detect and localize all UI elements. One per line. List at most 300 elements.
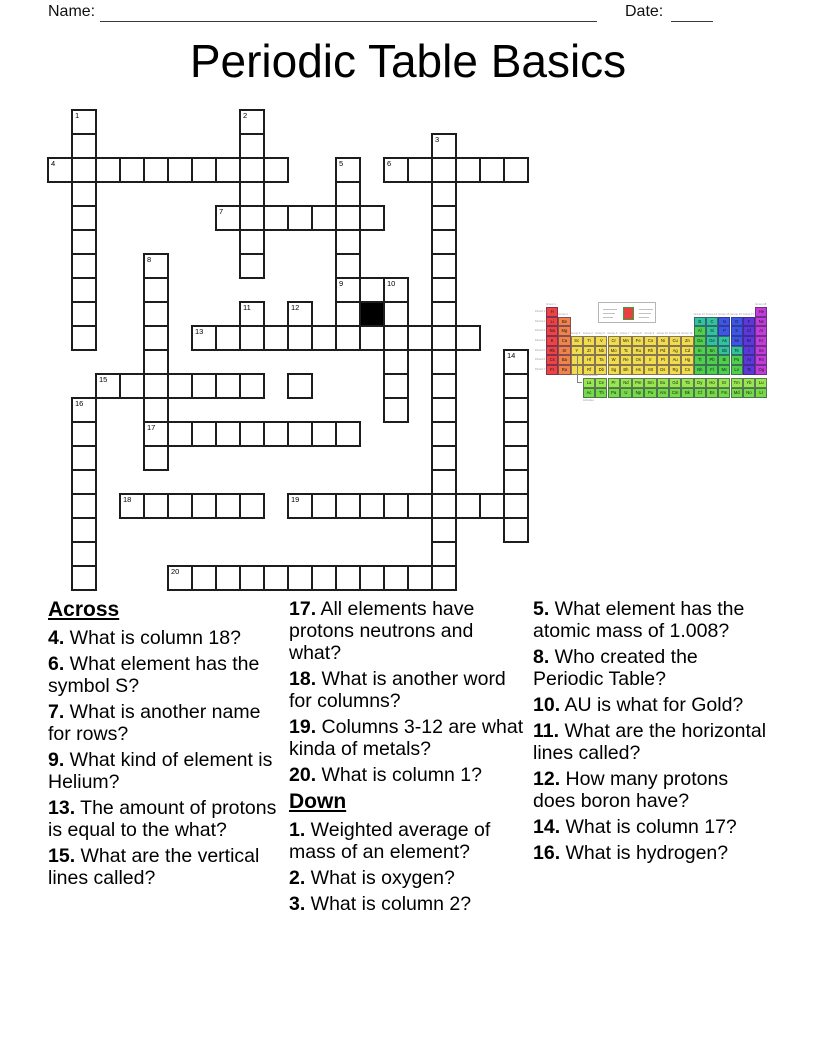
crossword-cell[interactable] xyxy=(143,397,169,423)
clue-number-label: 10. xyxy=(533,694,561,716)
crossword-cell[interactable] xyxy=(335,325,361,351)
crossword-cell[interactable] xyxy=(503,445,529,471)
crossword-cell[interactable] xyxy=(335,253,361,279)
element-cell: Os xyxy=(632,355,644,365)
crossword-cell[interactable] xyxy=(311,565,337,591)
element-cell: Th xyxy=(595,388,607,398)
crossword-cell[interactable] xyxy=(311,325,337,351)
clue-number-label: 19. xyxy=(289,716,317,738)
period-label: Period 5 xyxy=(534,348,545,352)
crossword-cell[interactable] xyxy=(215,325,241,351)
clue-number: 12 xyxy=(291,303,300,312)
crossword-cell[interactable] xyxy=(191,565,217,591)
element-cell: S xyxy=(731,326,743,336)
element-cell: Sr xyxy=(558,346,570,356)
element-cell: Eu xyxy=(657,378,669,388)
element-cell: Ts xyxy=(743,365,755,375)
crossword-cell[interactable] xyxy=(215,565,241,591)
crossword-cell[interactable] xyxy=(167,565,193,591)
clue-number: 16 xyxy=(75,399,84,408)
clue-number-label: 16. xyxy=(533,842,561,864)
crossword-cell[interactable] xyxy=(191,373,217,399)
crossword-cell[interactable] xyxy=(311,493,337,519)
crossword-cell[interactable] xyxy=(263,421,289,447)
crossword-cell[interactable] xyxy=(383,349,409,375)
crossword-cell[interactable] xyxy=(143,445,169,471)
element-cell: Sm xyxy=(644,378,656,388)
element-cell: Cf xyxy=(694,388,706,398)
crossword-cell[interactable] xyxy=(383,565,409,591)
crossword-cell[interactable] xyxy=(503,349,529,375)
legend-annotation-line xyxy=(639,317,649,318)
element-cell: Sb xyxy=(718,346,730,356)
crossword-cell[interactable] xyxy=(335,205,361,231)
crossword-cell[interactable] xyxy=(383,397,409,423)
group-label: Group 15 xyxy=(718,312,730,316)
crossword-cell[interactable] xyxy=(503,517,529,543)
element-cell: Ir xyxy=(644,355,656,365)
crossword-cell[interactable] xyxy=(71,181,97,207)
crossword-cell[interactable] xyxy=(71,133,97,159)
element-cell: Og xyxy=(755,365,767,375)
element-cell: Cd xyxy=(681,346,693,356)
legend-annotation-line xyxy=(639,313,651,314)
element-cell: Mt xyxy=(644,365,656,375)
crossword-cell[interactable] xyxy=(239,373,265,399)
period-label: Period 1 xyxy=(534,310,545,313)
crossword-cell[interactable] xyxy=(239,133,265,159)
crossword-cell[interactable] xyxy=(431,517,457,543)
element-cell: As xyxy=(718,336,730,346)
crossword-cell[interactable] xyxy=(71,205,97,231)
element-cell: Mn xyxy=(620,336,632,346)
crossword-cell[interactable] xyxy=(191,157,217,183)
crossword-cell[interactable] xyxy=(95,373,121,399)
crossword-cell[interactable] xyxy=(311,205,337,231)
crossword-cell[interactable] xyxy=(263,325,289,351)
crossword-cell[interactable] xyxy=(335,301,361,327)
crossword-cell[interactable] xyxy=(431,349,457,375)
crossword-cell[interactable] xyxy=(335,565,361,591)
crossword-cell[interactable] xyxy=(455,493,481,519)
crossword-cell[interactable] xyxy=(359,277,385,303)
element-cell: Nd xyxy=(620,378,632,388)
clue-number: 10 xyxy=(387,279,396,288)
group-label: Group 8 xyxy=(632,331,642,335)
group-label: Group 4 xyxy=(582,331,593,335)
clue-number: 2 xyxy=(243,111,248,120)
group-label: Group 9 xyxy=(644,331,655,335)
crossword-cell[interactable] xyxy=(407,325,433,351)
element-cell: Gd xyxy=(669,378,681,388)
crossword-cell[interactable] xyxy=(287,421,313,447)
clue: 18. What is another word for columns? xyxy=(289,668,506,712)
crossword-cell[interactable] xyxy=(335,157,361,183)
element-cell: Po xyxy=(731,355,743,365)
group-label: Group 10 xyxy=(656,331,668,335)
crossword-cell[interactable] xyxy=(71,325,97,351)
element-cell: Be xyxy=(558,317,570,327)
crossword-cell[interactable] xyxy=(71,109,97,135)
element-cell: Tl xyxy=(694,355,706,365)
date-input-line[interactable] xyxy=(671,21,713,22)
legend-box xyxy=(598,302,656,323)
crossword-cell[interactable] xyxy=(335,181,361,207)
clue-number: 14 xyxy=(507,351,516,360)
element-cell: Ho xyxy=(706,378,718,388)
crossword-cell[interactable] xyxy=(71,541,97,567)
crossword-cell[interactable] xyxy=(167,493,193,519)
period-label: Period 4 xyxy=(534,338,545,342)
crossword-cell[interactable] xyxy=(119,373,145,399)
crossword-cell[interactable] xyxy=(407,565,433,591)
crossword-cell[interactable] xyxy=(143,421,169,447)
crossword-cell[interactable] xyxy=(383,157,409,183)
crossword-cell[interactable] xyxy=(431,277,457,303)
crossword-cell[interactable] xyxy=(215,205,241,231)
crossword-cell[interactable] xyxy=(191,493,217,519)
crossword-cell[interactable] xyxy=(503,157,529,183)
crossword-cell[interactable] xyxy=(311,421,337,447)
clue: 12. How many protons does boron have? xyxy=(533,768,729,812)
clue: 1. Weighted average of mass of an element? xyxy=(289,819,491,863)
crossword-cell[interactable] xyxy=(407,493,433,519)
crossword-cell[interactable] xyxy=(431,325,457,351)
crossword-cell[interactable] xyxy=(503,469,529,495)
date-label: Date: xyxy=(625,3,664,20)
element-cell: Co xyxy=(644,336,656,346)
element-cell: Te xyxy=(731,346,743,356)
clue-number: 11 xyxy=(243,303,251,312)
crossword-cell[interactable] xyxy=(335,421,361,447)
clue-number-label: 20. xyxy=(289,764,317,786)
clue: 14. What is column 17? xyxy=(533,816,737,838)
element-cell: Ag xyxy=(669,346,681,356)
clue-number-label: 9. xyxy=(48,749,65,771)
element-cell: Cm xyxy=(669,388,681,398)
clue-number-label: 4. xyxy=(48,627,65,649)
crossword-cell[interactable] xyxy=(167,373,193,399)
crossword-cell[interactable] xyxy=(431,181,457,207)
element-cell: O xyxy=(731,317,743,327)
crossword-cell[interactable] xyxy=(503,493,529,519)
crossword-cell[interactable] xyxy=(119,157,145,183)
clue: 5. What element has the atomic mass of 1.008? xyxy=(533,598,745,642)
element-cell: Fe xyxy=(632,336,644,346)
crossword-cell[interactable] xyxy=(191,325,217,351)
element-cell: Li xyxy=(546,317,558,327)
crossword-cell[interactable] xyxy=(239,181,265,207)
crossword-cell[interactable] xyxy=(431,541,457,567)
element-cell: Cr xyxy=(608,336,620,346)
crossword-cell[interactable] xyxy=(215,421,241,447)
group-label: Group 5 xyxy=(595,331,605,335)
element-cell: Hg xyxy=(681,355,693,365)
element-cell: Pd xyxy=(657,346,669,356)
element-cell: Y xyxy=(571,346,583,356)
element-cell: Ac xyxy=(583,388,595,398)
crossword-cell[interactable] xyxy=(239,493,265,519)
series-label: Lanthanides xyxy=(582,374,598,378)
crossword-cell[interactable] xyxy=(143,157,169,183)
element-cell: B xyxy=(694,317,706,327)
clue-number: 9 xyxy=(339,279,344,288)
crossword-cell[interactable] xyxy=(215,157,241,183)
element-cell: Cu xyxy=(669,336,681,346)
crossword-cell[interactable] xyxy=(71,253,97,279)
page-title: Periodic Table Basics xyxy=(189,35,627,87)
element-cell: Hs xyxy=(632,365,644,375)
crossword-cell[interactable] xyxy=(71,157,97,183)
crossword-cell[interactable] xyxy=(47,157,73,183)
element-cell: Md xyxy=(731,388,743,398)
element-cell: Pu xyxy=(644,388,656,398)
element-cell: Bh xyxy=(620,365,632,375)
crossword-cell[interactable] xyxy=(383,373,409,399)
group-label: Group 14 xyxy=(705,312,718,316)
element-cell: W xyxy=(608,355,620,365)
crossword-cell[interactable] xyxy=(431,301,457,327)
group-label: Group 11 xyxy=(669,331,681,335)
crossword-cell[interactable] xyxy=(239,325,265,351)
element-cell: Au xyxy=(669,355,681,365)
element-cell: La xyxy=(583,378,595,388)
element-cell: Ra xyxy=(558,365,570,375)
element-cell: Ca xyxy=(558,336,570,346)
crossword-cell[interactable] xyxy=(71,421,97,447)
clue-number-label: 2. xyxy=(289,867,306,889)
crossword-cell[interactable] xyxy=(335,229,361,255)
crossword-cell[interactable] xyxy=(143,493,169,519)
element-cell: Ba xyxy=(558,355,570,365)
crossword-cell[interactable] xyxy=(383,277,409,303)
element-cell: N xyxy=(718,317,730,327)
element-cell: Pa xyxy=(608,388,620,398)
crossword-cell[interactable] xyxy=(191,421,217,447)
crossword-cell[interactable] xyxy=(71,397,97,423)
crossword-cell[interactable] xyxy=(431,253,457,279)
clue: 8. Who created the Periodic Table? xyxy=(533,646,698,690)
element-cell: Xe xyxy=(755,346,767,356)
crossword-cell[interactable] xyxy=(143,301,169,327)
element-cell: Tb xyxy=(681,378,693,388)
clues-heading: Down xyxy=(289,790,347,813)
group-label: Group 3 xyxy=(570,331,581,335)
crossword-cell[interactable] xyxy=(239,301,265,327)
element-cell: Bi xyxy=(718,355,730,365)
crossword-cell[interactable] xyxy=(431,445,457,471)
crossword-cell[interactable] xyxy=(263,157,289,183)
crossword-cell[interactable] xyxy=(239,253,265,279)
clue: 11. What are the horizontal lines called? xyxy=(533,720,767,764)
element-cell: Db xyxy=(595,365,607,375)
crossword-cell[interactable] xyxy=(383,325,409,351)
period-label: Period 7 xyxy=(534,367,545,371)
clue-number-label: 8. xyxy=(533,646,550,668)
clue: 20. What is column 1? xyxy=(289,764,482,786)
clues-heading: Across xyxy=(48,598,120,621)
element-cell: He xyxy=(755,307,767,317)
crossword-cell[interactable] xyxy=(287,325,313,351)
element-cell: Lv xyxy=(731,365,743,375)
clue-number-label: 18. xyxy=(289,668,317,690)
clue: 17. All elements have protons neutrons and what? xyxy=(289,598,475,664)
element-cell: Mg xyxy=(558,326,570,336)
clue-number: 17 xyxy=(147,423,156,432)
crossword-cell[interactable] xyxy=(431,565,457,591)
element-cell: Pt xyxy=(657,355,669,365)
element-cell: Ni xyxy=(657,336,669,346)
crossword-cell[interactable] xyxy=(215,493,241,519)
element-cell: Ds xyxy=(657,365,669,375)
crossword-cell[interactable] xyxy=(167,421,193,447)
clue: 6. What element has the symbol S? xyxy=(48,653,260,697)
element-cell: At xyxy=(743,355,755,365)
crossword-cell[interactable] xyxy=(143,277,169,303)
crossword-cell[interactable] xyxy=(431,229,457,255)
crossword-cell[interactable] xyxy=(239,109,265,135)
crossword-cell[interactable] xyxy=(215,373,241,399)
crossword-cell[interactable] xyxy=(143,349,169,375)
crossword-cell[interactable] xyxy=(431,469,457,495)
crossword-cell[interactable] xyxy=(287,565,313,591)
crossword-cell[interactable] xyxy=(71,565,97,591)
element-cell: Se xyxy=(731,336,743,346)
crossword-cell[interactable] xyxy=(71,517,97,543)
clue-column xyxy=(533,598,773,868)
crossword-cell[interactable] xyxy=(335,277,361,303)
clue: 19. Columns 3-12 are what kinda of metals? xyxy=(289,716,524,760)
crossword-cell[interactable] xyxy=(359,325,385,351)
clue-number-label: 12. xyxy=(533,768,561,790)
element-cell: Hf xyxy=(583,355,595,365)
crossword-cell[interactable] xyxy=(359,493,385,519)
element-cell: Pr xyxy=(608,378,620,388)
element-cell: F xyxy=(743,317,755,327)
crossword-cell[interactable] xyxy=(431,157,457,183)
clue-column xyxy=(289,598,529,919)
crossword-cell[interactable] xyxy=(71,277,97,303)
crossword-cell[interactable] xyxy=(503,397,529,423)
element-cell: Tm xyxy=(731,378,743,388)
crossword-cell[interactable] xyxy=(167,157,193,183)
element-cell: Rg xyxy=(669,365,681,375)
crossword-cell[interactable] xyxy=(479,493,505,519)
crossword-cell[interactable] xyxy=(503,421,529,447)
clue-number-label: 1. xyxy=(289,819,306,841)
element-cell: K xyxy=(546,336,558,346)
series-label: Actinides xyxy=(582,398,594,402)
crossword-cell[interactable] xyxy=(143,253,169,279)
element-cell: Rf xyxy=(583,365,595,375)
f-block-connector xyxy=(577,354,582,383)
element-cell: Cn xyxy=(681,365,693,375)
element-cell: No xyxy=(743,388,755,398)
element-cell: U xyxy=(620,388,632,398)
element-cell: Br xyxy=(743,336,755,346)
crossword-cell[interactable] xyxy=(95,157,121,183)
crossword-cell[interactable] xyxy=(239,229,265,255)
crossword-cell[interactable] xyxy=(119,493,145,519)
crossword-cell[interactable] xyxy=(239,421,265,447)
group-label: Group 18 xyxy=(755,303,767,306)
crossword-cell[interactable] xyxy=(287,373,313,399)
crossword-cell[interactable] xyxy=(383,301,409,327)
crossword-cell[interactable] xyxy=(239,565,265,591)
crossword-cell[interactable] xyxy=(71,469,97,495)
crossword-cell[interactable] xyxy=(287,205,313,231)
clue-number: 19 xyxy=(291,495,300,504)
element-cell: Mc xyxy=(718,365,730,375)
crossword-cell[interactable] xyxy=(431,205,457,231)
element-cell: C xyxy=(706,317,718,327)
element-cell: Es xyxy=(706,388,718,398)
clue: 7. What is another name for rows? xyxy=(48,701,261,745)
crossword-cell[interactable] xyxy=(479,157,505,183)
crossword-cell[interactable] xyxy=(143,373,169,399)
crossword-cell[interactable] xyxy=(263,205,289,231)
clue-number-label: 6. xyxy=(48,653,65,675)
element-cell: Re xyxy=(620,355,632,365)
crossword-cell[interactable] xyxy=(503,373,529,399)
crossword-cell[interactable] xyxy=(431,493,457,519)
element-cell: Lr xyxy=(755,388,767,398)
crossword-cell[interactable] xyxy=(71,445,97,471)
crossword-cell[interactable] xyxy=(383,493,409,519)
clue-column xyxy=(48,598,284,893)
period-label: Period 6 xyxy=(534,358,545,362)
crossword-cell[interactable] xyxy=(335,493,361,519)
element-cell: Fm xyxy=(718,388,730,398)
crossword-cell[interactable] xyxy=(455,157,481,183)
crossword-cell[interactable] xyxy=(239,157,265,183)
crossword-cell[interactable] xyxy=(359,565,385,591)
element-cell: Lu xyxy=(755,378,767,388)
crossword-cell[interactable] xyxy=(143,325,169,351)
crossword-cell[interactable] xyxy=(239,205,265,231)
crossword-cell[interactable] xyxy=(407,157,433,183)
crossword-cell[interactable] xyxy=(71,229,97,255)
element-cell: Bk xyxy=(681,388,693,398)
crossword-cell[interactable] xyxy=(287,493,313,519)
group-label: Group 13 xyxy=(693,312,705,316)
crossword-cell[interactable] xyxy=(431,133,457,159)
periodic-table-image xyxy=(532,294,782,402)
crossword-grid xyxy=(48,110,530,592)
element-cell: Rn xyxy=(755,355,767,365)
group-label: Group 7 xyxy=(619,331,630,335)
group-label: Group 16 xyxy=(730,312,742,316)
crossword-cell[interactable] xyxy=(287,301,313,327)
crossword-cell[interactable] xyxy=(431,373,457,399)
crossword-cell[interactable] xyxy=(263,565,289,591)
crossword-cell[interactable] xyxy=(455,325,481,351)
crossword-cell[interactable] xyxy=(71,301,97,327)
crossword-cell[interactable] xyxy=(359,205,385,231)
element-cell: Pm xyxy=(632,378,644,388)
crossword-cell[interactable] xyxy=(71,493,97,519)
element-cell: Ru xyxy=(632,346,644,356)
crossword-cell[interactable] xyxy=(431,421,457,447)
element-cell: Na xyxy=(546,326,558,336)
legend-annotation-line xyxy=(603,317,613,318)
crossword-cell[interactable] xyxy=(431,397,457,423)
element-cell: V xyxy=(595,336,607,346)
name-input-line[interactable] xyxy=(100,21,597,22)
element-cell: Nh xyxy=(694,365,706,375)
clue-number-label: 15. xyxy=(48,845,76,867)
clue-number-label: 17. xyxy=(289,598,317,620)
